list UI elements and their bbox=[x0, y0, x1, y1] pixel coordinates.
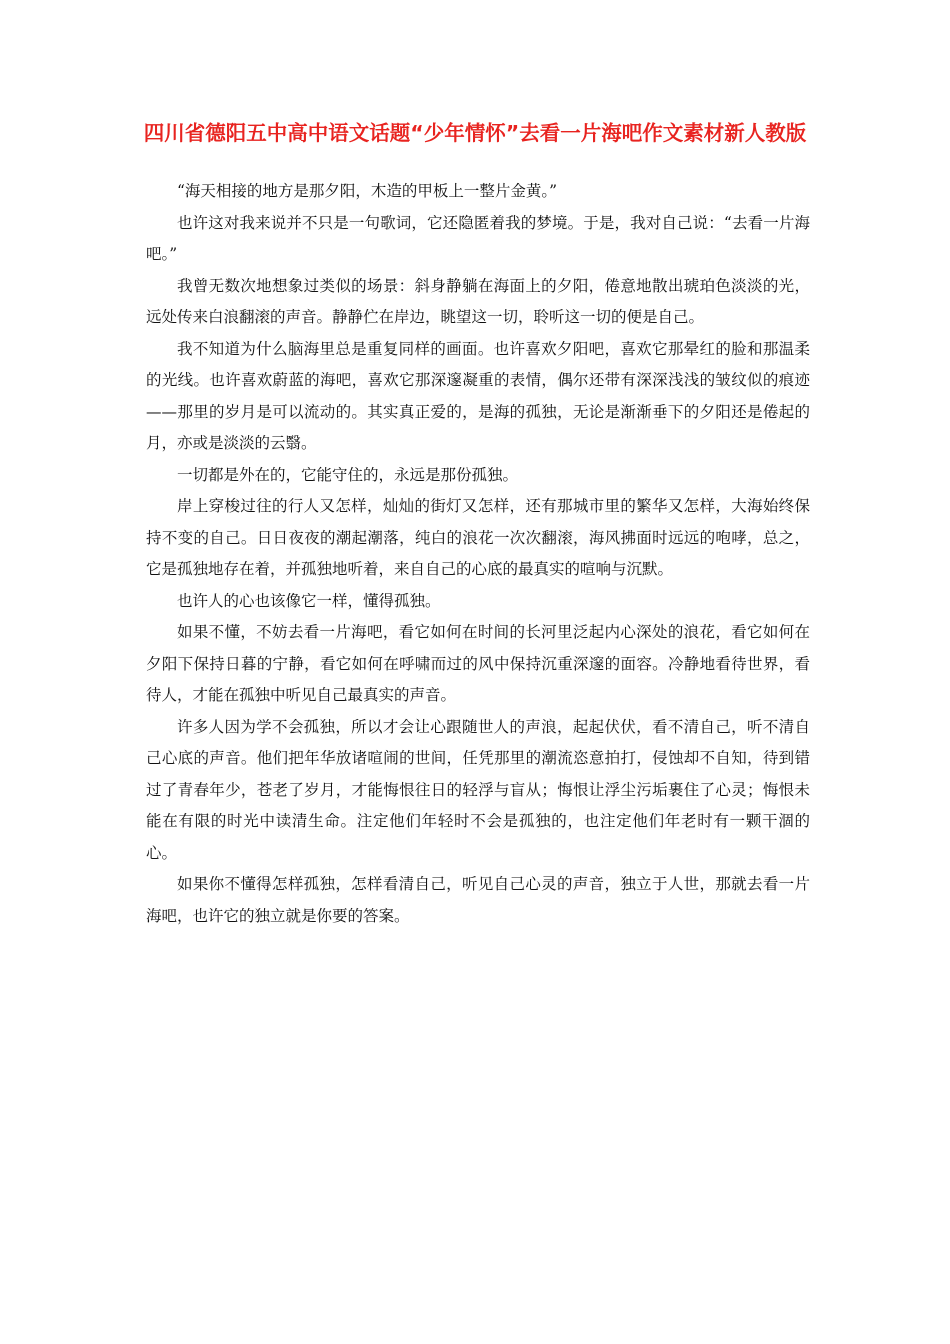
paragraph: 我不知道为什么脑海里总是重复同样的画面。也许喜欢夕阳吧，喜欢它那晕红的脸和那温柔的光线。也许喜欢蔚蓝的海吧，喜欢它那深邃凝重的表情，偶尔还带有深深浅浅的皱纹似的痕迹——那里的岁月是可以流动的。其实真正爱的，是海的孤独，无论是渐渐垂下的夕阳还是倦起的月，亦或是淡淡的云翳。 bbox=[146, 339, 810, 452]
document-body bbox=[146, 176, 810, 932]
paragraph: 一切都是外在的，它能守住的，永远是那份孤独。 bbox=[177, 465, 519, 484]
document-title: 四川省德阳五中高中语文话题“少年情怀”去看一片海吧作文素材新人教版 bbox=[143, 121, 807, 145]
paragraph: 也许人的心也该像它一样，懂得孤独。 bbox=[177, 591, 441, 610]
paragraph: 岸上穿梭过往的行人又怎样，灿灿的街灯又怎样，还有那城市里的繁华又怎样，大海始终保持不变的自己。日日夜夜的潮起潮落，纯白的浪花一次次翻滚，海风拂面时远远的咆哮，总之，它是孤独地存在着，并孤独地听着，来自自己的心底的最真实的喧响与沉默。 bbox=[146, 497, 810, 578]
paragraph: 如果你不懂得怎样孤独，怎样看清自己，听见自己心灵的声音，独立于人世，那就去看一片海吧，也许它的独立就是你要的答案。 bbox=[146, 875, 810, 925]
paragraph: 也许这对我来说并不只是一句歌词，它还隐匿着我的梦境。于是，我对自己说：“去看一片海吧。” bbox=[146, 213, 810, 263]
paragraph: “海天相接的地方是那夕阳，木造的甲板上一整片金黄。” bbox=[177, 182, 558, 200]
paragraph: 许多人因为学不会孤独，所以才会让心跟随世人的声浪，起起伏伏，看不清自己，听不清自己心底的声音。他们把年华放诸喧闹的世间，任凭那里的潮流恣意拍打，侵蚀却不自知，待到错过了青春年少，苍老了岁月，才能悔恨往日的轻浮与盲从；悔恨让浮尘污垢裹住了心灵；悔恨未能在有限的时光中读清生命。注定他们年轻时不会是孤独的，也注定他们年老时有一颗干涸的心。 bbox=[146, 717, 810, 862]
paragraph: 我曾无数次地想象过类似的场景：斜身静躺在海面上的夕阳，倦意地散出琥珀色淡淡的光，远处传来白浪翻滚的声音。静静伫在岸边，眺望这一切，聆听这一切的便是自己。 bbox=[146, 276, 810, 326]
paragraph: 如果不懂，不妨去看一片海吧，看它如何在时间的长河里泛起内心深处的浪花，看它如何在夕阳下保持日暮的宁静，看它如何在呼啸而过的风中保持沉重深邃的面容。冷静地看待世界，看待人，才能在孤独中听见自己最真实的声音。 bbox=[146, 623, 810, 704]
